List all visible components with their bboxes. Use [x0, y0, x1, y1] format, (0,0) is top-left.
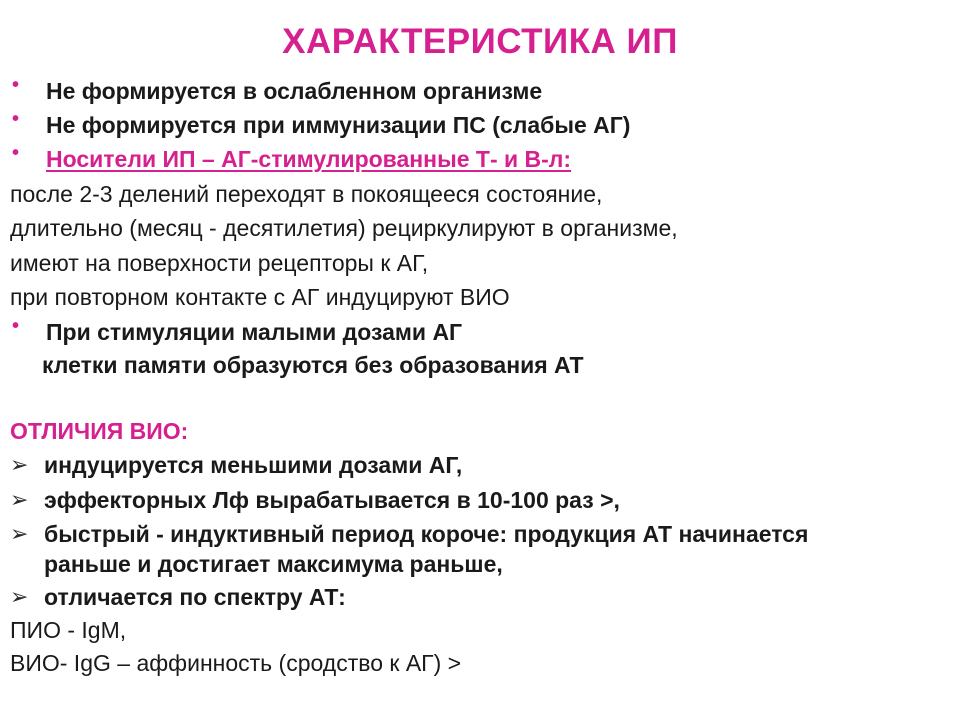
difference-item [10, 519, 808, 549]
arrow-bullet-icon: ➢ [10, 452, 29, 477]
arrow-bullet-icon: ➢ [10, 487, 29, 512]
carrier-detail: при повторном контакте с АГ индуцируют ВИО [10, 284, 510, 310]
vio-line: ВИО- IgG – аффинность (сродство к АГ) > [10, 650, 462, 676]
difference-text: эффекторных Лф вырабатывается в 10-100 раз >, [44, 487, 620, 513]
bullet-text: Не формируется при иммунизации ПС (слабые АГ) [46, 112, 631, 138]
bullet-item [12, 110, 630, 140]
bullet-icon: • [12, 74, 20, 96]
bullet-icon: • [12, 315, 20, 337]
low-dose-continuation: клетки памяти образуются без образования АТ [42, 352, 584, 378]
bullet-item [12, 317, 462, 347]
bullet-item [12, 144, 571, 174]
carrier-detail: после 2-3 делений переходят в покоящееся состояние, [10, 181, 603, 207]
carrier-detail: имеют на поверхности рецепторы к АГ, [10, 250, 429, 276]
differences-title: ОТЛИЧИЯ ВИО: [10, 418, 189, 444]
difference-text: быстрый - индуктивный период короче: продукция АТ начинается [44, 521, 809, 547]
difference-text: индуцируется меньшими дозами АГ, [44, 452, 463, 478]
arrow-bullet-icon: ➢ [10, 521, 29, 546]
difference-continuation: раньше и достигает максимума раньше, [44, 551, 503, 577]
bullet-icon: • [12, 108, 20, 130]
bullet-icon: • [12, 142, 20, 164]
carriers-heading: Носители ИП – АГ-стимулированные Т- и В-л: [46, 146, 572, 172]
pio-line: ПИО - IgM, [10, 617, 127, 643]
bullet-item [12, 76, 542, 106]
difference-item [10, 485, 620, 515]
carrier-detail: длительно (месяц - десятилетия) рециркулируют в организме, [10, 215, 678, 241]
difference-item [10, 450, 462, 480]
arrow-bullet-icon: ➢ [10, 584, 29, 609]
bullet-text: Не формируется в ослабленном организме [46, 78, 543, 104]
bullet-text: При стимуляции малыми дозами АГ [46, 319, 463, 345]
difference-text: отличается по спектру АТ: [44, 584, 346, 610]
difference-item [10, 582, 346, 612]
slide-title: ХАРАКТЕРИСТИКА ИП [282, 22, 678, 61]
